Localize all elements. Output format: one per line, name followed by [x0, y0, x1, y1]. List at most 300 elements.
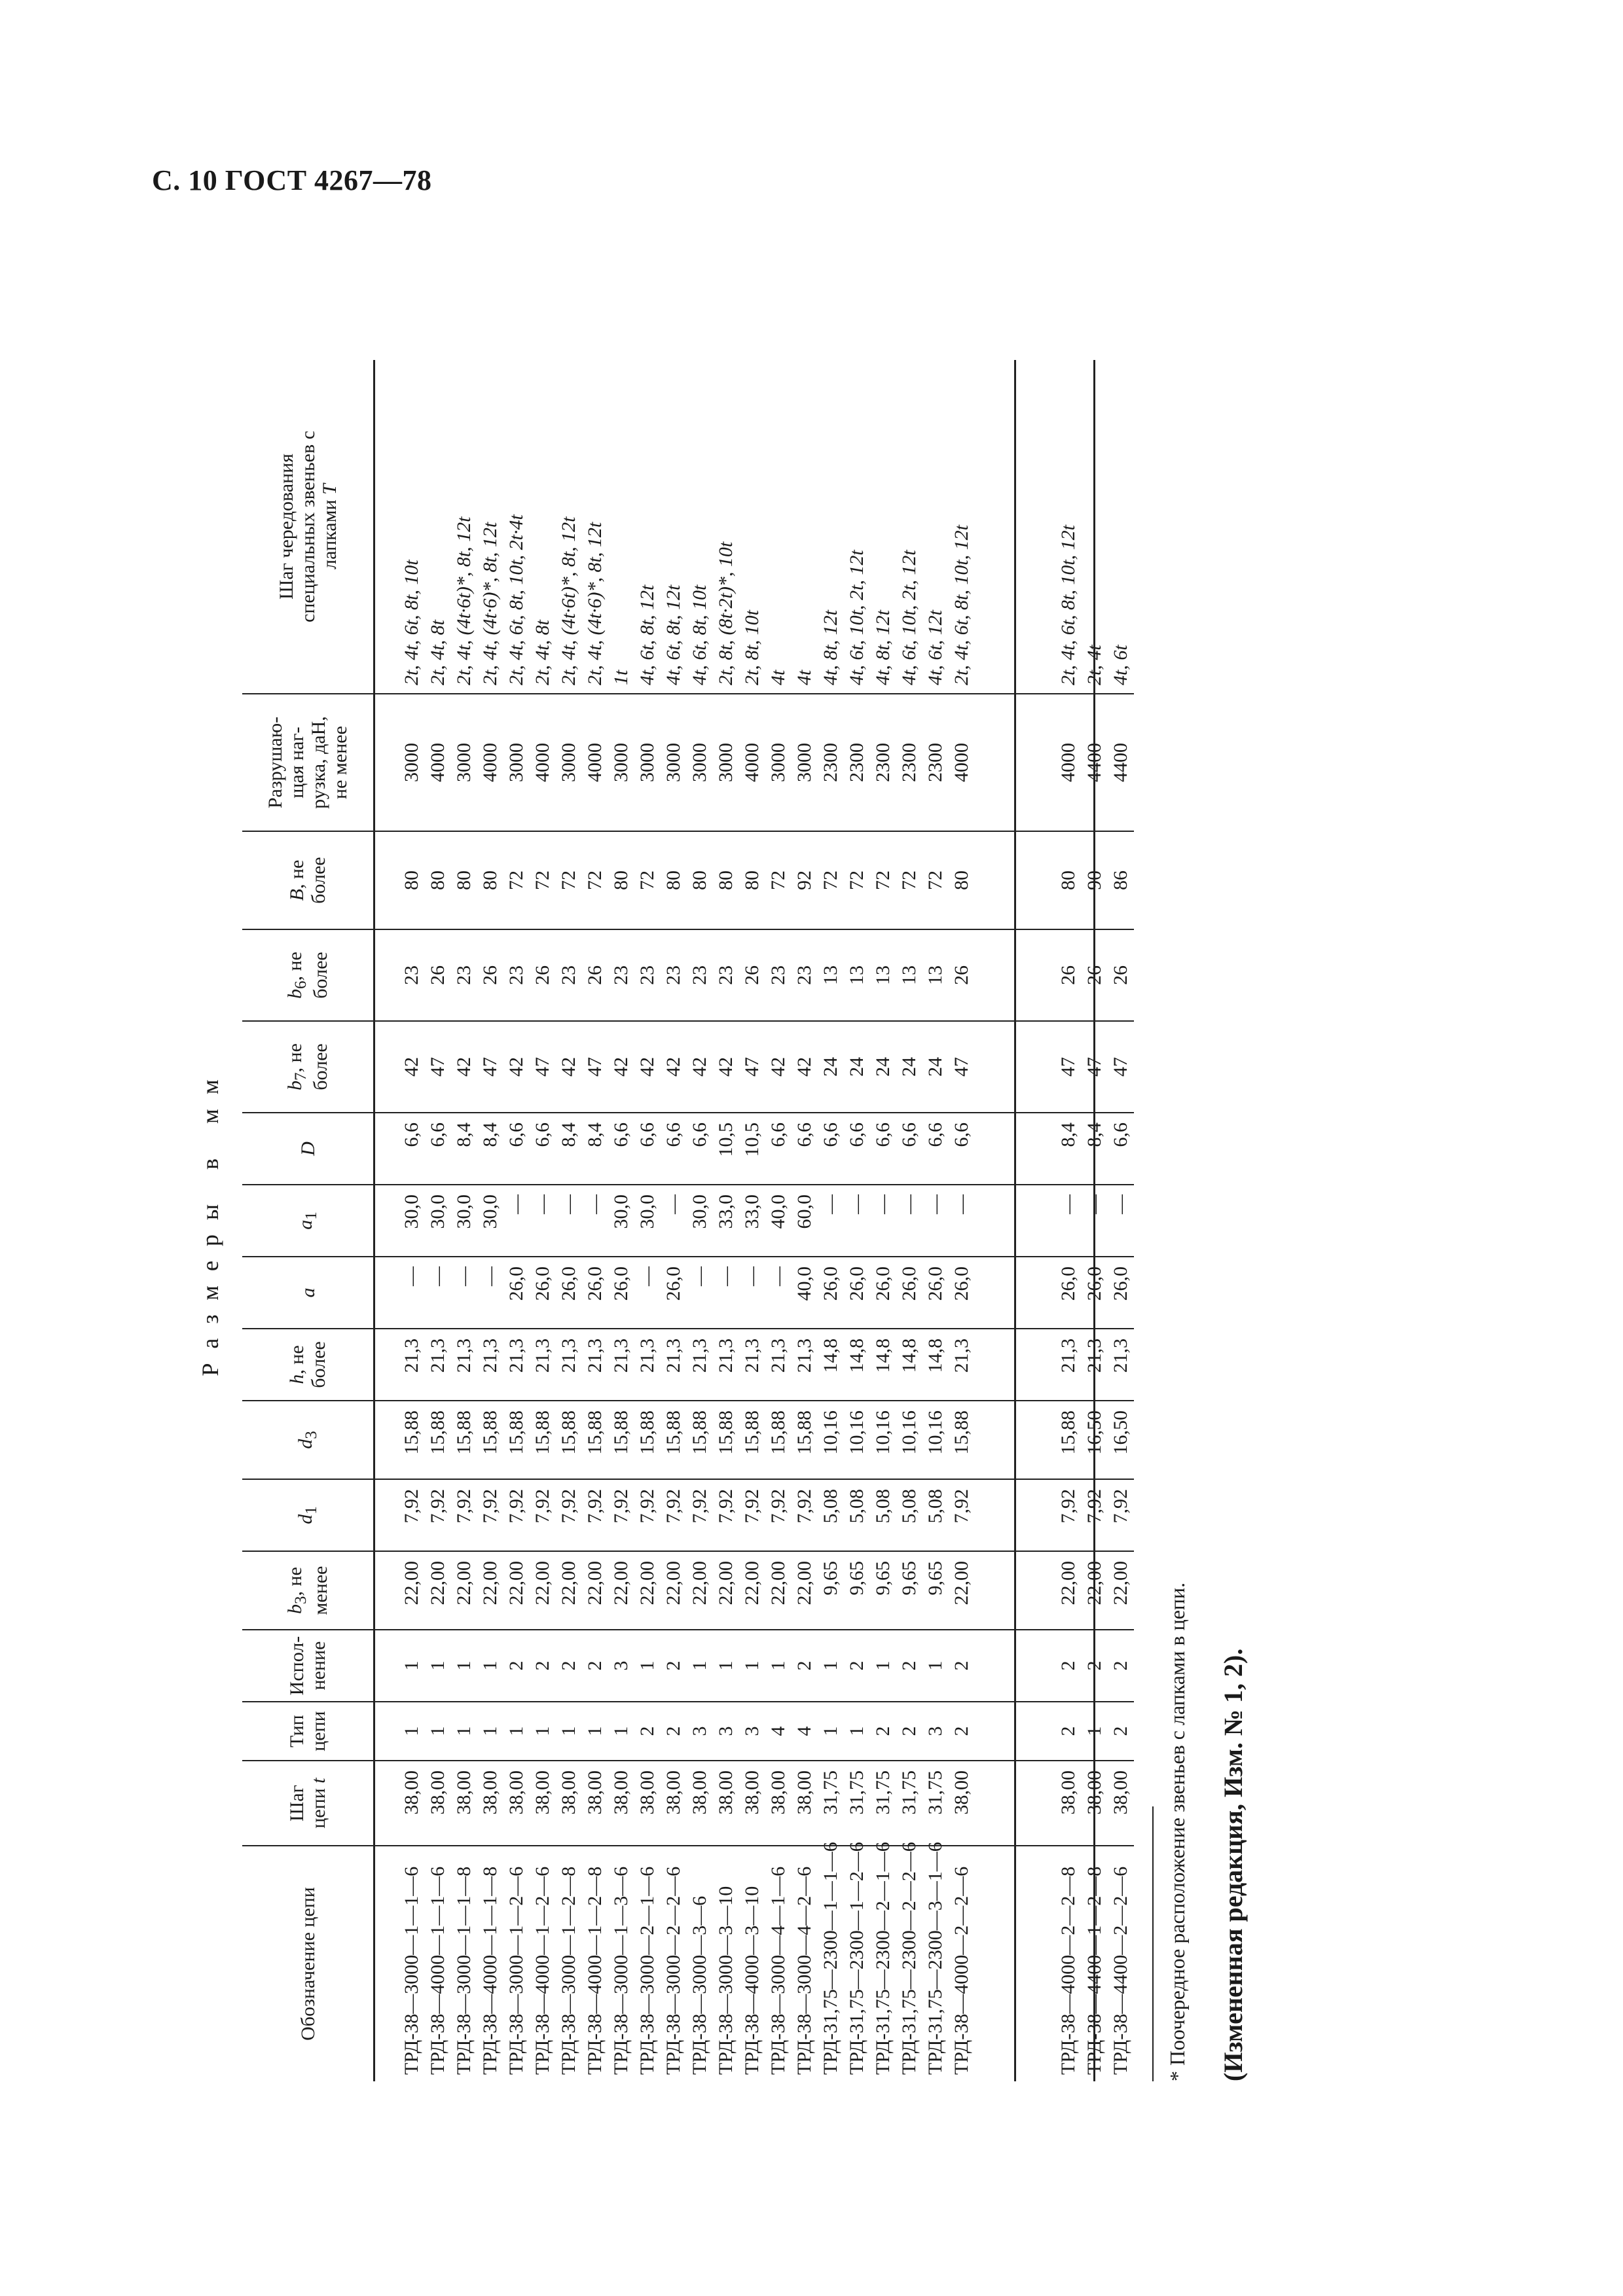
- table-cell: 47: [477, 1021, 503, 1113]
- table-cell: 4000: [1015, 694, 1082, 831]
- table-cell: 6,6: [949, 1113, 975, 1185]
- table-cell: 4000: [582, 694, 608, 831]
- table-cell: 3000: [661, 694, 687, 831]
- table-cell: 42: [451, 1021, 477, 1113]
- table-cell: 2t, 4t, 6t, 8t, 10t, 2t·4t: [503, 360, 530, 694]
- table-cell: 13: [870, 929, 896, 1021]
- table-cell: 22,00: [765, 1551, 792, 1630]
- table-cell: 10,16: [844, 1401, 870, 1479]
- table-cell: 23: [713, 929, 739, 1021]
- table-cell: 30,0: [425, 1185, 451, 1257]
- separator-cell: [975, 1761, 1015, 1846]
- table-cell: 38,00: [949, 1761, 975, 1846]
- separator-cell: [975, 1401, 1015, 1479]
- table-cell: 22,00: [608, 1551, 634, 1630]
- table-cell: 7,92: [713, 1479, 739, 1551]
- table-cell: 72: [896, 831, 922, 929]
- table-cell: 26: [530, 929, 556, 1021]
- table-cell: 15,88: [739, 1401, 765, 1479]
- table-cell: 2t, 4t, 6t, 8t, 10t, 12t: [949, 360, 975, 694]
- table-cell: 15,88: [1015, 1401, 1082, 1479]
- table-cell: 15,88: [477, 1401, 503, 1479]
- col-chain-type: Тип цепи: [242, 1702, 374, 1761]
- table-cell: 2t, 4t, (4t·6t)*, 8t, 12t: [556, 360, 582, 694]
- table-cell: 4000: [477, 694, 503, 831]
- table-cell: ТРД-38—3000—1—3—6: [610, 1866, 632, 2075]
- table-cell: —: [451, 1257, 477, 1329]
- table-cell: 4t: [765, 360, 792, 694]
- table-cell: 2300: [896, 694, 922, 831]
- col-D: D: [242, 1113, 374, 1185]
- col-b7: $b_7$, не более: [242, 1021, 374, 1113]
- table-cell: 3000: [687, 694, 713, 831]
- table-cell: 26,0: [922, 1257, 949, 1329]
- table-cell: 1: [922, 1630, 949, 1702]
- table-cell: ТРД-38—3000—3—10: [715, 1886, 737, 2075]
- table-cell: 21,3: [634, 1329, 661, 1401]
- table-cell: 1: [530, 1702, 556, 1761]
- table-cell: 22,00: [713, 1551, 739, 1630]
- separator-cell: [975, 1846, 1015, 2081]
- table-cell: 2: [661, 1702, 687, 1761]
- table-cell: 1: [844, 1702, 870, 1761]
- table-cell: 26,0: [818, 1257, 844, 1329]
- table-cell: ТРД-31,75—2300—2—1—6: [872, 1842, 894, 2075]
- table-cell: 26,0: [556, 1257, 582, 1329]
- table-cell: 1: [713, 1630, 739, 1702]
- table-cell: 4t, 6t, 12t: [922, 360, 949, 694]
- table-cell: 15,88: [949, 1401, 975, 1479]
- table-cell: 26: [582, 929, 608, 1021]
- separator-cell: [975, 694, 1015, 831]
- table-cell: 38,00: [503, 1761, 530, 1846]
- table-row: [896, 360, 922, 2081]
- table-cell: 2: [503, 1630, 530, 1702]
- table-cell: 38,00: [374, 1761, 426, 1846]
- table-cell: ТРД-38—3000—4—2—6: [793, 1866, 815, 2075]
- table-cell: 15,88: [792, 1401, 818, 1479]
- table-cell: —: [844, 1185, 870, 1257]
- table-cell: 23: [374, 929, 426, 1021]
- table-row: [818, 360, 844, 2081]
- table-cell: 6,6: [634, 1113, 661, 1185]
- table-cell: 7,92: [1015, 1479, 1082, 1551]
- table-cell: 1: [608, 1702, 634, 1761]
- table-cell: 7,92: [661, 1479, 687, 1551]
- table-cell: 4t, 6t, 10t, 2t, 12t: [896, 360, 922, 694]
- table-cell: —: [530, 1185, 556, 1257]
- table-cell: 2: [949, 1702, 975, 1761]
- table-cell: ТРД-38—3000—1—2—6: [505, 1866, 527, 2075]
- page-header: С. 10 ГОСТ 4267—78: [152, 164, 432, 196]
- table-cell: 23: [608, 929, 634, 1021]
- table-cell: 86: [1108, 831, 1134, 929]
- table-cell: 47: [1108, 1021, 1134, 1113]
- table-cell: 2: [1082, 1630, 1108, 1702]
- table-row: [374, 360, 426, 2081]
- table-cell: ТРД-31,75—2300—2—2—6: [898, 1842, 920, 2075]
- table-cell: 2t, 4t, (4t·6)*, 8t, 12t: [582, 360, 608, 694]
- table-cell: 2t, 4t, 6t, 8t, 10t, 12t: [1015, 360, 1082, 694]
- table-cell: —: [661, 1185, 687, 1257]
- table-cell: 21,3: [713, 1329, 739, 1401]
- table-cell: 23: [792, 929, 818, 1021]
- table-cell: —: [1015, 1185, 1082, 1257]
- col-B: B, не более: [242, 831, 374, 929]
- table-cell: 26,0: [896, 1257, 922, 1329]
- table-cell: 26,0: [870, 1257, 896, 1329]
- table-cell: 9,65: [844, 1551, 870, 1630]
- table-cell: 15,88: [374, 1401, 426, 1479]
- table-cell: 4t, 6t, 8t, 12t: [634, 360, 661, 694]
- table-cell: 22,00: [687, 1551, 713, 1630]
- table-cell: 6,6: [374, 1113, 426, 1185]
- table-cell: 26,0: [503, 1257, 530, 1329]
- table-cell: 6,6: [896, 1113, 922, 1185]
- table-cell: 21,3: [661, 1329, 687, 1401]
- table-cell: 38,00: [765, 1761, 792, 1846]
- table-cell: 3000: [608, 694, 634, 831]
- table-cell: 38,00: [582, 1761, 608, 1846]
- table-cell: 2t, 4t, 8t: [530, 360, 556, 694]
- table-cell: 15,88: [687, 1401, 713, 1479]
- table-row: [582, 360, 608, 2081]
- table-cell: 38,00: [687, 1761, 713, 1846]
- table-cell: —: [582, 1185, 608, 1257]
- table-cell: 22,00: [374, 1551, 426, 1630]
- table-cell: 31,75: [896, 1761, 922, 1846]
- table-cell: 6,6: [687, 1113, 713, 1185]
- table-cell: 4t, 6t, 8t, 10t: [687, 360, 713, 694]
- table-cell: 80: [949, 831, 975, 929]
- table-cell: 13: [922, 929, 949, 1021]
- table-cell: 8,4: [477, 1113, 503, 1185]
- table-cell: —: [687, 1257, 713, 1329]
- col-d3: $d_3$: [242, 1401, 374, 1479]
- table-cell: 15,88: [503, 1401, 530, 1479]
- table-cell: 7,92: [765, 1479, 792, 1551]
- table-cell: 4t, 6t: [1108, 360, 1134, 694]
- table-cell: 2: [556, 1630, 582, 1702]
- table-cell: 6,6: [661, 1113, 687, 1185]
- table-cell: 80: [425, 831, 451, 929]
- table-cell: 2: [870, 1702, 896, 1761]
- table-cell: 1: [374, 1630, 426, 1702]
- table-cell: 2: [949, 1630, 975, 1702]
- table-cell: 6,6: [870, 1113, 896, 1185]
- table-cell: 23: [451, 929, 477, 1021]
- table-cell: 72: [530, 831, 556, 929]
- table-cell: 7,92: [556, 1479, 582, 1551]
- table-cell: —: [896, 1185, 922, 1257]
- table-cell: 22,00: [661, 1551, 687, 1630]
- table-cell: 22,00: [1015, 1551, 1082, 1630]
- table-cell: 6,6: [818, 1113, 844, 1185]
- table-cell: ТРД-38—3000—2—2—6: [663, 1866, 684, 2075]
- table-row: [634, 360, 661, 2081]
- table-cell: 1: [477, 1702, 503, 1761]
- table-cell: 8,4: [1082, 1113, 1108, 1185]
- footnote: * Поочередное расположение звеньев с лапками в цепи.: [1165, 1582, 1189, 2081]
- table-cell: 33,0: [713, 1185, 739, 1257]
- table-cell: 1t: [608, 360, 634, 694]
- table-cell: 7,92: [425, 1479, 451, 1551]
- table-row: [1015, 360, 1082, 2081]
- table-cell: 80: [374, 831, 426, 929]
- table-cell: 2: [1108, 1630, 1134, 1702]
- table-cell: 38,00: [477, 1761, 503, 1846]
- table-cell: ТРД-38—3000—4—1—6: [767, 1866, 789, 2075]
- table-cell: 5,08: [870, 1479, 896, 1551]
- table-cell: 23: [634, 929, 661, 1021]
- table-cell: 47: [739, 1021, 765, 1113]
- table-cell: 26: [1108, 929, 1134, 1021]
- separator-cell: [975, 1551, 1015, 1630]
- table-cell: 7,92: [503, 1479, 530, 1551]
- table-cell: 23: [503, 929, 530, 1021]
- col-designation: Обозначение цепи: [242, 1846, 374, 2081]
- table-cell: —: [374, 1257, 426, 1329]
- table-cell: 15,88: [556, 1401, 582, 1479]
- table-cell: 30,0: [477, 1185, 503, 1257]
- table-cell: 7,92: [477, 1479, 503, 1551]
- table-cell: 14,8: [870, 1329, 896, 1401]
- table-cell: 4000: [530, 694, 556, 831]
- separator-cell: [975, 1479, 1015, 1551]
- table-cell: 6,6: [425, 1113, 451, 1185]
- table-cell: 8,4: [1015, 1113, 1082, 1185]
- separator-cell: [975, 1185, 1015, 1257]
- table-row: [922, 360, 949, 2081]
- table-cell: —: [477, 1257, 503, 1329]
- table-cell: 6,6: [503, 1113, 530, 1185]
- table-row: [556, 360, 582, 2081]
- table-cell: 26,0: [949, 1257, 975, 1329]
- table-row: [425, 360, 451, 2081]
- table-cell: 1: [503, 1702, 530, 1761]
- table-cell: —: [634, 1257, 661, 1329]
- table-cell: 9,65: [922, 1551, 949, 1630]
- table-cell: 30,0: [608, 1185, 634, 1257]
- table-cell: 26,0: [530, 1257, 556, 1329]
- table-cell: 24: [844, 1021, 870, 1113]
- table-cell: 21,3: [1082, 1329, 1108, 1401]
- table-row: [844, 360, 870, 2081]
- table-row: [739, 360, 765, 2081]
- table-cell: 15,88: [582, 1401, 608, 1479]
- table-cell: 4000: [949, 694, 975, 831]
- table-cell: 38,00: [792, 1761, 818, 1846]
- table-cell: 21,3: [739, 1329, 765, 1401]
- table-cell: 21,3: [949, 1329, 975, 1401]
- table-cell: 15,88: [661, 1401, 687, 1479]
- table-cell: 38,00: [425, 1761, 451, 1846]
- table-cell: 13: [818, 929, 844, 1021]
- table-cell: ТРД-38—4000—1—2—8: [584, 1866, 606, 2075]
- table-cell: 80: [477, 831, 503, 929]
- table-cell: 15,88: [634, 1401, 661, 1479]
- table-cell: 7,92: [582, 1479, 608, 1551]
- table-row: [451, 360, 477, 2081]
- table-row: [765, 360, 792, 2081]
- table-cell: 38,00: [1108, 1761, 1134, 1846]
- table-cell: 26: [425, 929, 451, 1021]
- table-cell: 3000: [503, 694, 530, 831]
- table-cell: 4400: [1082, 694, 1108, 831]
- table-cell: 80: [608, 831, 634, 929]
- table-cell: 38,00: [1015, 1761, 1082, 1846]
- table-cell: 3000: [451, 694, 477, 831]
- separator-cell: [975, 1113, 1015, 1185]
- table-cell: 26,0: [1108, 1257, 1134, 1329]
- table-cell: 1: [451, 1702, 477, 1761]
- table-cell: 15,88: [608, 1401, 634, 1479]
- table-cell: 14,8: [896, 1329, 922, 1401]
- chain-parameters-table: [242, 360, 1134, 2081]
- table-cell: 2t, 4t, 6t, 8t, 10t: [374, 360, 426, 694]
- table-cell: 38,00: [1082, 1761, 1108, 1846]
- table-row: [949, 360, 975, 2081]
- table-cell: —: [1082, 1185, 1108, 1257]
- separator-cell: [975, 1329, 1015, 1401]
- table-cell: 14,8: [922, 1329, 949, 1401]
- table-cell: 5,08: [896, 1479, 922, 1551]
- table-cell: 10,16: [818, 1401, 844, 1479]
- table-cell: 42: [503, 1021, 530, 1113]
- table-cell: 24: [922, 1021, 949, 1113]
- table-cell: 22,00: [739, 1551, 765, 1630]
- table-cell: 1: [765, 1630, 792, 1702]
- table-cell: 9,65: [870, 1551, 896, 1630]
- table-cell: 38,00: [713, 1761, 739, 1846]
- table-cell: 10,16: [870, 1401, 896, 1479]
- table-cell: 24: [818, 1021, 844, 1113]
- table-cell: ТРД-38—4400—2—2—6: [1110, 1866, 1131, 2075]
- table-cell: 30,0: [687, 1185, 713, 1257]
- table-cell: 10,16: [896, 1401, 922, 1479]
- table-cell: ТРД-38—4000—3—10: [741, 1886, 763, 2075]
- table-cell: 2t, 8t, (8t·2t)*, 10t: [713, 360, 739, 694]
- table-cell: 80: [713, 831, 739, 929]
- table-cell: 38,00: [451, 1761, 477, 1846]
- table-cell: 40,0: [765, 1185, 792, 1257]
- table-cell: 15,88: [425, 1401, 451, 1479]
- table-cell: 42: [713, 1021, 739, 1113]
- group-separator-row: [975, 360, 1015, 2081]
- table-cell: 80: [451, 831, 477, 929]
- table-cell: 21,3: [1015, 1329, 1082, 1401]
- table-cell: 80: [687, 831, 713, 929]
- table-cell: ТРД-38—3000—1—1—6: [401, 1866, 422, 2075]
- table-cell: 72: [503, 831, 530, 929]
- separator-cell: [975, 1021, 1015, 1113]
- col-alternation: Шаг чередования специальных звеньев с лапками T: [242, 360, 374, 694]
- table-row: [713, 360, 739, 2081]
- table-cell: 5,08: [922, 1479, 949, 1551]
- table-cell: —: [425, 1257, 451, 1329]
- table-cell: 26: [739, 929, 765, 1021]
- table-cell: 22,00: [1108, 1551, 1134, 1630]
- table-cell: 5,08: [818, 1479, 844, 1551]
- table-cell: 22,00: [530, 1551, 556, 1630]
- table-cell: 42: [687, 1021, 713, 1113]
- table-cell: 72: [870, 831, 896, 929]
- table-cell: 42: [556, 1021, 582, 1113]
- table-cell: —: [739, 1257, 765, 1329]
- table-cell: 1: [818, 1630, 844, 1702]
- table-cell: 2300: [818, 694, 844, 831]
- table-cell: 26,0: [844, 1257, 870, 1329]
- table-cell: 1: [477, 1630, 503, 1702]
- table-cell: 42: [661, 1021, 687, 1113]
- table-cell: 15,88: [530, 1401, 556, 1479]
- table-cell: 42: [792, 1021, 818, 1113]
- table-cell: 3: [713, 1702, 739, 1761]
- table-cell: —: [922, 1185, 949, 1257]
- col-b3: $b_3$, не менее: [242, 1551, 374, 1630]
- table-cell: 26,0: [1015, 1257, 1082, 1329]
- table-cell: 21,3: [425, 1329, 451, 1401]
- table-cell: 2300: [870, 694, 896, 831]
- table-cell: 23: [661, 929, 687, 1021]
- table-cell: 72: [556, 831, 582, 929]
- table-cell: 7,92: [687, 1479, 713, 1551]
- table-cell: 3000: [634, 694, 661, 831]
- table-cell: 60,0: [792, 1185, 818, 1257]
- table-cell: 21,3: [477, 1329, 503, 1401]
- table-cell: 47: [582, 1021, 608, 1113]
- table-cell: 7,92: [739, 1479, 765, 1551]
- table-cell: 1: [425, 1702, 451, 1761]
- table-cell: 21,3: [1108, 1329, 1134, 1401]
- separator-cell: [975, 1257, 1015, 1329]
- table-cell: 10,5: [739, 1113, 765, 1185]
- table-row: [792, 360, 818, 2081]
- col-d1: $d_1$: [242, 1479, 374, 1551]
- table-cell: 22,00: [949, 1551, 975, 1630]
- table-cell: 1: [451, 1630, 477, 1702]
- table-cell: 38,00: [556, 1761, 582, 1846]
- table-cell: 47: [1015, 1021, 1082, 1113]
- table-cell: —: [765, 1257, 792, 1329]
- table-cell: 15,88: [713, 1401, 739, 1479]
- table-cell: 2: [792, 1630, 818, 1702]
- table-cell: 2t, 4t, (4t·6t)*, 8t, 12t: [451, 360, 477, 694]
- table-cell: 47: [1082, 1021, 1108, 1113]
- table-cell: 4: [792, 1702, 818, 1761]
- table-cell: 8,4: [451, 1113, 477, 1185]
- table-cell: 7,92: [451, 1479, 477, 1551]
- table-cell: —: [949, 1185, 975, 1257]
- table-cell: 9,65: [896, 1551, 922, 1630]
- table-cell: 9,65: [818, 1551, 844, 1630]
- col-version: Испол- нение: [242, 1630, 374, 1702]
- table-cell: 2: [530, 1630, 556, 1702]
- table-cell: 38,00: [608, 1761, 634, 1846]
- table-cell: ТРД-31,75—2300—1—2—6: [846, 1842, 867, 2075]
- table-cell: 1: [818, 1702, 844, 1761]
- table-cell: 23: [687, 929, 713, 1021]
- table-cell: 21,3: [530, 1329, 556, 1401]
- table-cell: 4t, 8t, 12t: [818, 360, 844, 694]
- table-cell: 4000: [739, 694, 765, 831]
- table-cell: 3: [922, 1702, 949, 1761]
- separator-cell: [975, 1702, 1015, 1761]
- table-cell: 7,92: [1108, 1479, 1134, 1551]
- table-cell: 13: [844, 929, 870, 1021]
- table-cell: 2: [1015, 1630, 1082, 1702]
- table-cell: —: [556, 1185, 582, 1257]
